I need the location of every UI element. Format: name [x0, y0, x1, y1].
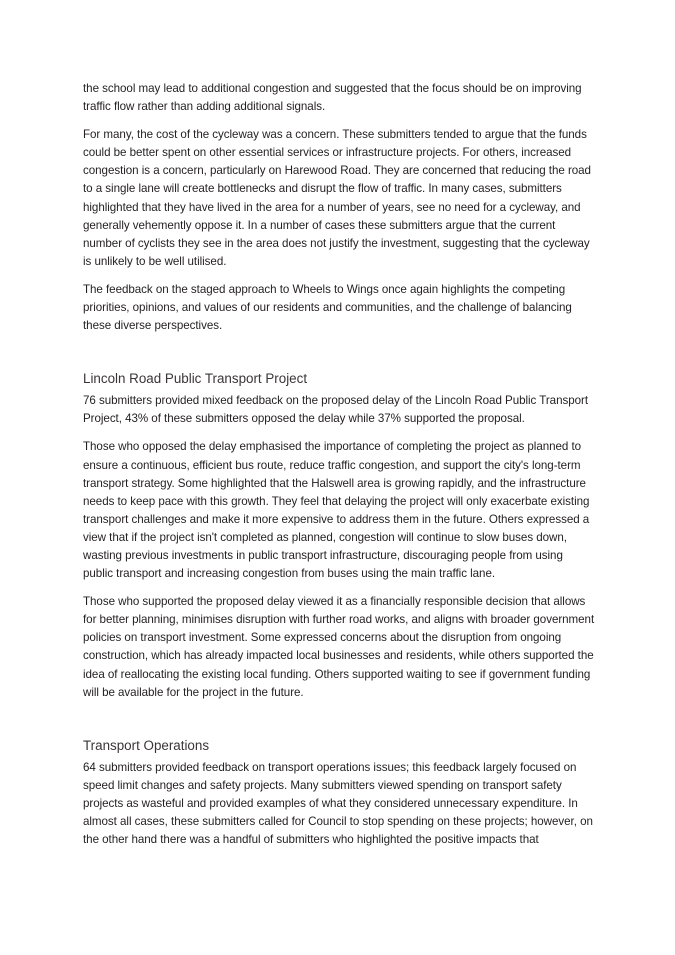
paragraph: The feedback on the staged approach to Wheels to Wings once again highlights the competing priorities, opinions, and values of our residents and communities, and the challenge of balancing these diverse perspectives. [83, 282, 572, 333]
section-heading: Transport Operations [83, 737, 210, 753]
lincoln-road-section [83, 370, 595, 702]
paragraph: the school may lead to additional congestion and suggested that the focus should be on improving traffic flow rather than adding additional signals. [83, 82, 582, 114]
section-heading: Lincoln Road Public Transport Project [83, 371, 308, 387]
document-page [83, 80, 595, 859]
paragraph: For many, the cost of the cycleway was a concern. These submitters tended to argue that the funds could be better spent on other essential services or infrastructure projects. For others, increased congestion is a concern, particularly on Harewood Road. They are concerned that reducing the road to a single lane will create bottlenecks and disrupt the flow of traffic. In many cases, submitters highlighted that they have lived in the area for a number of years, see no need for a cycleway, and generally vehemently oppose it. In a number of cases these submitters argue that the current number of cyclists they see in the area does not justify the investment, suggesting that the cycleway is unlikely to be well utilised. [83, 128, 591, 268]
paragraph: 76 submitters provided mixed feedback on the proposed delay of the Lincoln Road Public Transport Project, 43% of these submitters opposed the delay while 37% supported the proposal. [83, 394, 588, 426]
intro-section [83, 80, 595, 335]
paragraph: Those who opposed the delay emphasised the importance of completing the project as planned to ensure a continuous, efficient bus route, reduce traffic congestion, and support the city's long-term transport strategy. Some highlighted that the Halswell area is growing rapidly, and the infrastructure needs to keep pace with this growth. They feel that delaying the project will only exacerbate existing transport challenges and make it more expensive to address them in the future. Others expressed a view that if the project isn't completed as planned, congestion will continue to slow buses down, wasting previous investments in public transport infrastructure, discouraging people from using public transport and increasing congestion from buses using the main traffic lane. [83, 440, 590, 581]
paragraph: Those who supported the proposed delay viewed it as a financially responsible decision that allows for better planning, minimises disruption with further road works, and aligns with broader government policies on transport investment. Some expressed concerns about the disruption from ongoing construction, which has already impacted local businesses and residents, while others supported the idea of reallocating the existing local funding. Others supported waiting to see if government funding will be available for the project in the future. [83, 595, 595, 699]
paragraph: 64 submitters provided feedback on transport operations issues; this feedback largely focused on speed limit changes and safety projects. Many submitters viewed spending on transport safety projects as wasteful and provided examples of what they considered unnecessary expenditure. In almost all cases, these submitters called for Council to stop spending on these projects; however, on the other hand there was a handful of submitters who highlighted the positive impacts that [83, 760, 593, 847]
transport-operations-section [83, 737, 595, 849]
